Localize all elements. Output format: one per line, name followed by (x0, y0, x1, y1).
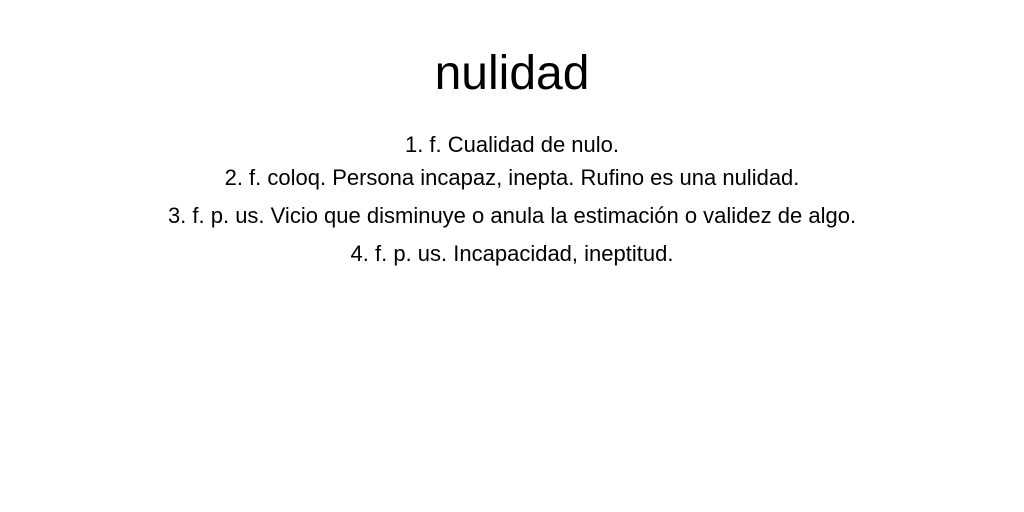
definition-3: 3. f. p. us. Vicio que disminuye o anula la estimación o validez de algo. (167, 203, 857, 228)
entry-word: nulidad (434, 47, 590, 100)
definition-4: 4. f. p. us. Incapacidad, ineptitud. (350, 241, 674, 266)
definition-2: 2. f. coloq. Persona incapaz, inepta. Rufino es una nulidad. (224, 165, 800, 190)
definition-1: 1. f. Cualidad de nulo. (404, 132, 620, 157)
